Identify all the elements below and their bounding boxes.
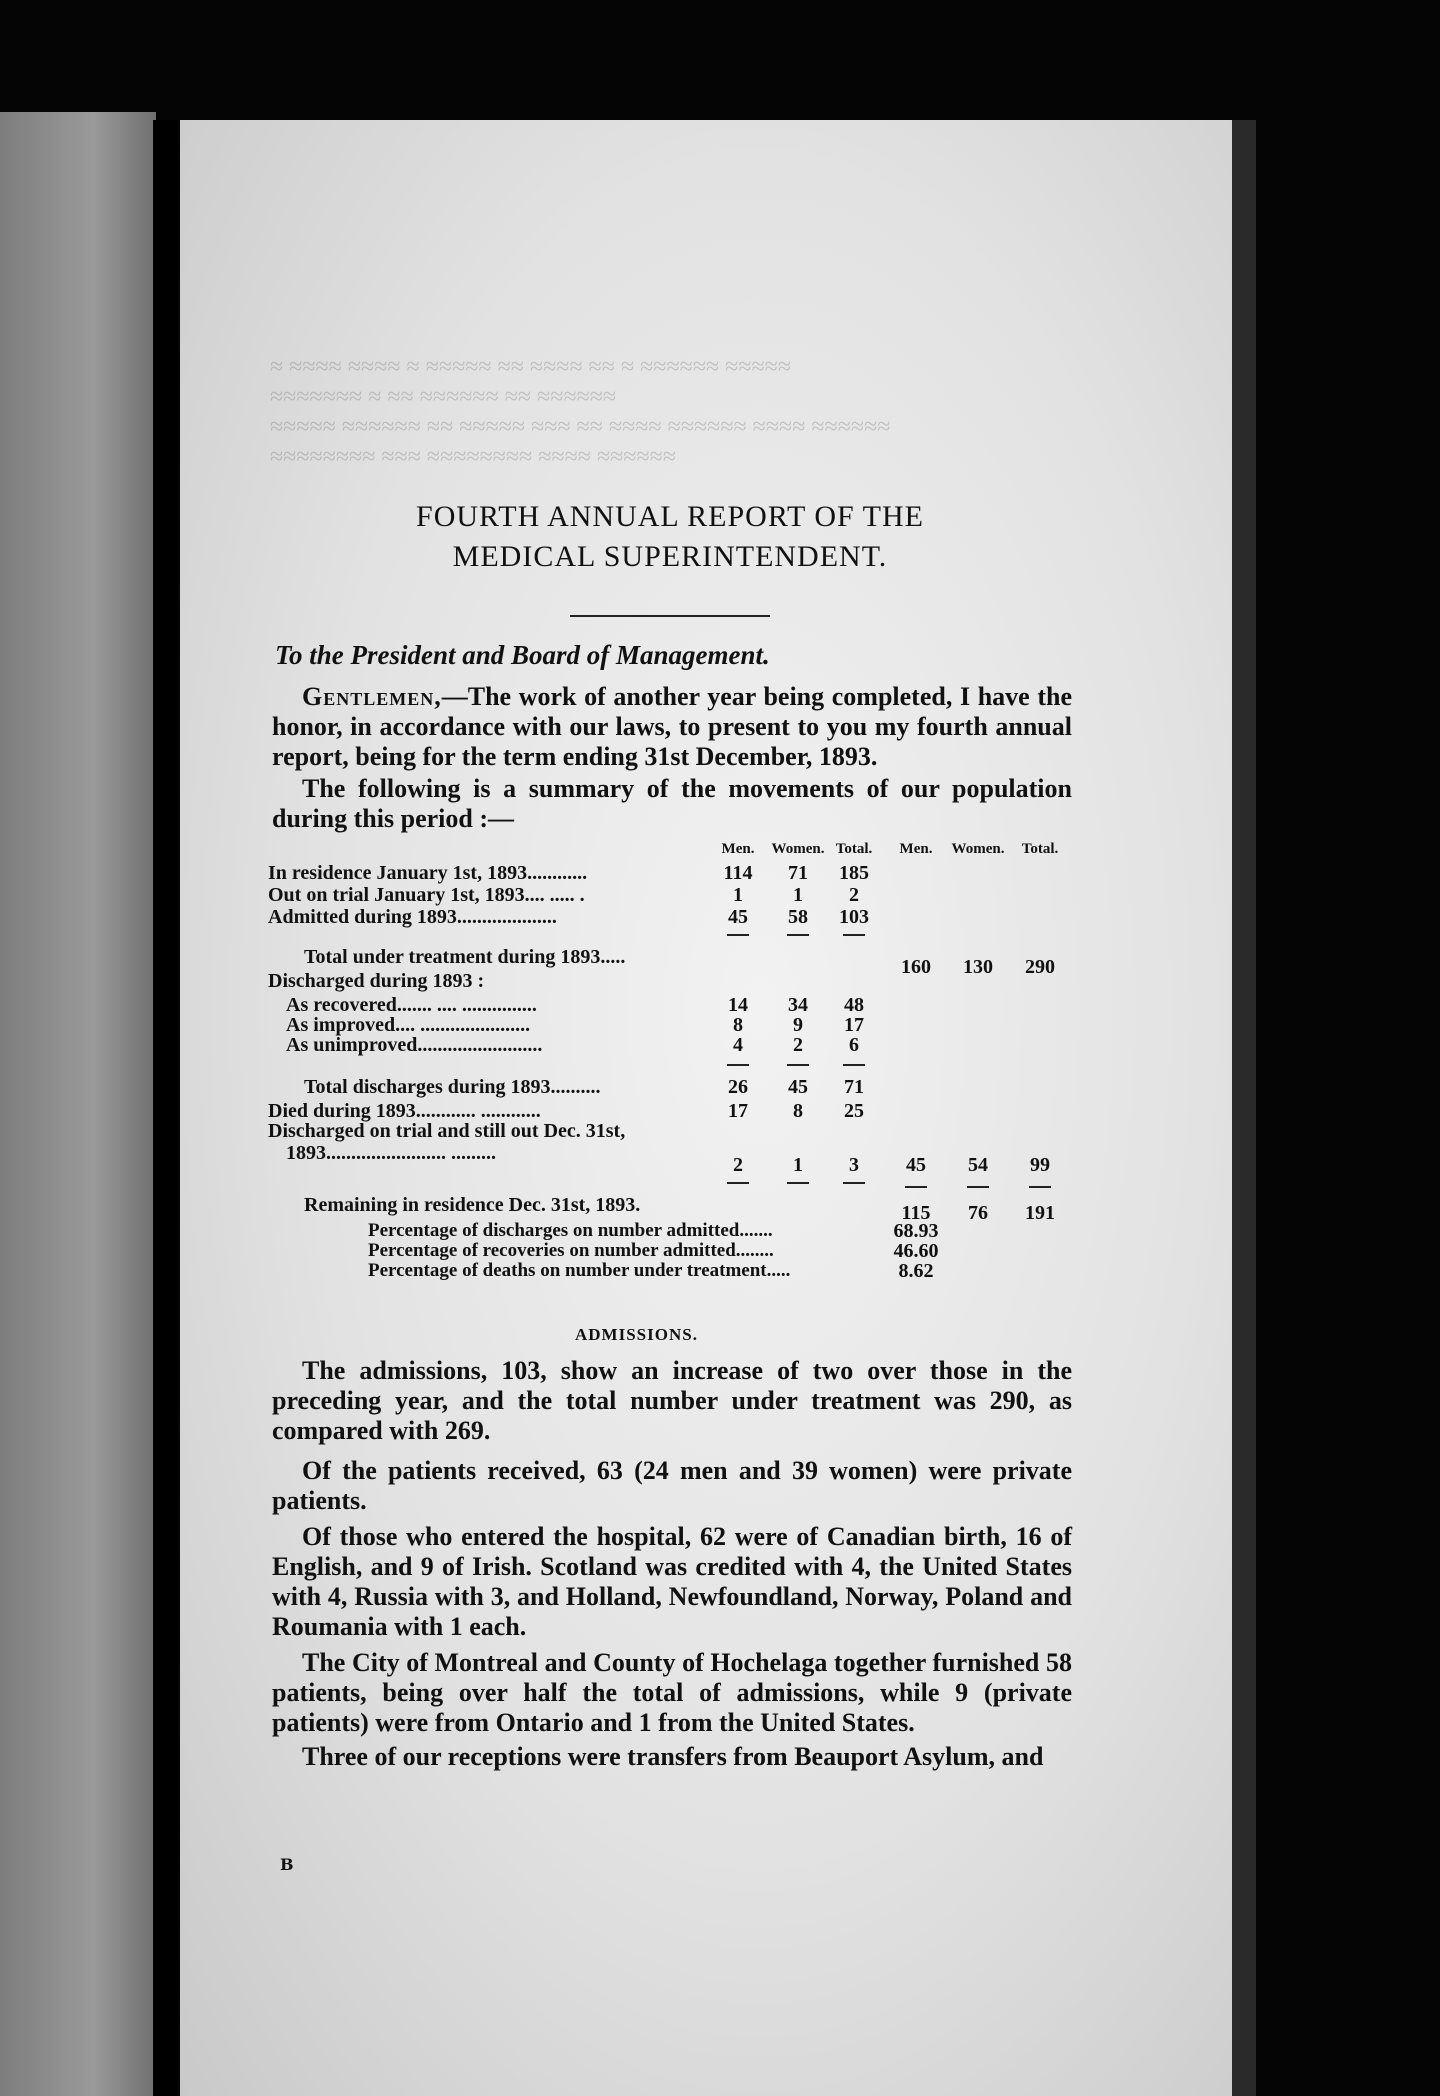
table-row: As recovered....... .... ............... 14 34 48 bbox=[286, 994, 864, 1016]
table-row: Died during 1893............ ............ 17 8 25 bbox=[268, 1100, 864, 1122]
sum-rule bbox=[843, 1182, 865, 1184]
salutation: Gentlemen, bbox=[302, 682, 442, 711]
sum-rule bbox=[787, 1064, 809, 1066]
sum-rule bbox=[967, 1186, 989, 1188]
percentage-row: Percentage of recoveries on number admitted........ 46.60 bbox=[368, 1240, 939, 1262]
table-row: Remaining in residence Dec. 31st, 1893. bbox=[304, 1194, 641, 1216]
col-header-men-2: Men. bbox=[899, 841, 933, 857]
bleed-through-text: ≈ ≈≈≈≈ ≈≈≈≈ ≈ ≈≈≈≈≈ ≈≈ ≈≈≈≈ ≈≈ ≈ ≈≈≈≈≈≈ ≈≈≈≈≈ bbox=[270, 354, 792, 380]
left-page-edge bbox=[0, 112, 156, 2096]
table-row: 1893........................ ......... bbox=[286, 1142, 496, 1164]
admissions-paragraph-2: Of the patients received, 63 (24 men and 39 women) were private patients. bbox=[272, 1456, 1072, 1515]
col-header-women: Women. bbox=[771, 841, 825, 857]
table-row: 115 76 191 bbox=[901, 1202, 1055, 1224]
table-row: Discharged on trial and still out Dec. 31st, bbox=[268, 1120, 626, 1142]
table-row: 160 130 290 bbox=[901, 956, 1055, 978]
sum-rule bbox=[843, 1064, 865, 1066]
table-row: Admitted during 1893.................... 45 58 103 bbox=[268, 906, 869, 928]
admissions-paragraph-5: Three of our receptions were transfers from Beauport Asylum, and bbox=[302, 1742, 1044, 1771]
sum-rule bbox=[727, 934, 749, 936]
sum-rule bbox=[905, 1186, 927, 1188]
admissions-paragraph-4: The City of Montreal and County of Hochelaga together furnished 58 patients, being over half the total of admissions, while 9 (private patients) were from Ontario and 1 from the United States. bbox=[272, 1648, 1072, 1737]
sum-rule bbox=[787, 934, 809, 936]
report-title-line1: FOURTH ANNUAL REPORT OF THE bbox=[416, 500, 924, 533]
table-row: Total discharges during 1893.......... 26 45 71 bbox=[304, 1076, 864, 1098]
table-row: 2 1 3 45 54 99 bbox=[733, 1154, 1050, 1176]
table-row: Total under treatment during 1893..... bbox=[304, 946, 626, 968]
table-row: Discharged during 1893 : bbox=[268, 970, 485, 992]
signature-mark: B bbox=[280, 1855, 294, 1874]
percentage-row: Percentage of deaths on number under treatment..... 8.62 bbox=[368, 1260, 934, 1282]
document-page bbox=[180, 120, 1232, 2096]
summary-paragraph: The following is a summary of the movements of our population during this period :— bbox=[272, 774, 1072, 833]
bleed-through-text: ≈≈≈≈≈≈≈≈ ≈≈≈ ≈≈≈≈≈≈≈≈ ≈≈≈≈ ≈≈≈≈≈≈ bbox=[270, 444, 676, 470]
percentage-row: Percentage of discharges on number admitted....... 68.93 bbox=[368, 1220, 939, 1242]
sum-rule bbox=[727, 1182, 749, 1184]
sum-rule bbox=[727, 1064, 749, 1066]
sum-rule bbox=[787, 1182, 809, 1184]
sum-rule bbox=[843, 934, 865, 936]
sum-rule bbox=[1029, 1186, 1051, 1188]
report-title-line2: MEDICAL SUPERINTENDENT. bbox=[452, 540, 888, 573]
intro-text: —The work of another year being completed, I have the honor, in accordance with our laws, to present to you my fourth annual report, being for the term ending 31st December, 1893. bbox=[272, 682, 1072, 771]
col-header-total-2: Total. bbox=[1021, 841, 1059, 857]
intro-paragraph bbox=[272, 682, 1072, 772]
table-row: In residence January 1st, 1893............ 114 71 185 bbox=[268, 862, 869, 884]
col-header-women-2: Women. bbox=[951, 841, 1005, 857]
admissions-paragraph-1: The admissions, 103, show an increase of two over those in the preceding year, and the total number under treatment was 290, as compared with 269. bbox=[272, 1356, 1072, 1445]
address-line: To the President and Board of Management. bbox=[275, 640, 770, 670]
table-row: Out on trial January 1st, 1893.... ..... . 1 1 2 bbox=[268, 884, 859, 906]
bleed-through-text: ≈≈≈≈≈≈≈ ≈ ≈≈ ≈≈≈≈≈≈ ≈≈ ≈≈≈≈≈≈ bbox=[270, 384, 617, 410]
bleed-through-text: ≈≈≈≈≈ ≈≈≈≈≈≈ ≈≈ ≈≈≈≈≈ ≈≈≈ ≈≈ ≈≈≈≈ ≈≈≈≈≈≈ ≈≈≈≈ ≈≈≈≈≈≈ bbox=[270, 414, 891, 440]
table-row: As improved.... ...................... 8 9 17 bbox=[286, 1014, 864, 1036]
admissions-paragraph-3: Of those who entered the hospital, 62 were of Canadian birth, 16 of English, and 9 of Irish. Scotland was credited with 4, the United States with 4, Russia with 3, and Holland, Newfoundland, Norway, Poland and Roumania with 1 each. bbox=[272, 1522, 1072, 1641]
col-header-total: Total. bbox=[835, 841, 873, 857]
section-heading-admissions: ADMISSIONS. bbox=[575, 1325, 698, 1344]
table-header-row bbox=[268, 838, 1128, 860]
title-rule bbox=[570, 615, 770, 617]
book-spine bbox=[153, 120, 178, 2096]
table-row: As unimproved......................... 4 2 6 bbox=[286, 1034, 859, 1056]
col-header-men: Men. bbox=[721, 841, 755, 857]
right-page-edge bbox=[1232, 120, 1256, 2096]
